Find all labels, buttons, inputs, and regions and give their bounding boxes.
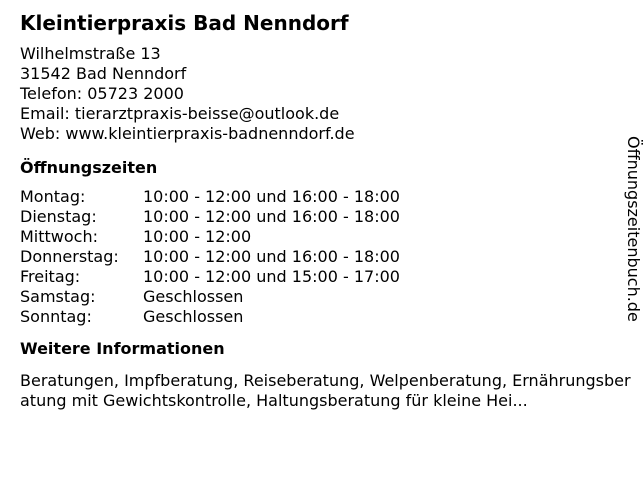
hours-day: Mittwoch:: [20, 227, 98, 246]
practice-name: Kleintierpraxis Bad Nenndorf: [20, 11, 349, 35]
hours-row-thursday: [20, 247, 620, 267]
hours-day: Dienstag:: [20, 207, 97, 226]
hours-time: Geschlossen: [143, 307, 244, 326]
phone-line: Telefon: 05723 2000: [20, 84, 184, 103]
hours-day: Samstag:: [20, 287, 96, 306]
hours-time: 10:00 - 12:00 und 16:00 - 18:00: [143, 207, 400, 226]
further-info-heading: Weitere Informationen: [20, 339, 225, 358]
hours-row-saturday: [20, 287, 620, 307]
watermark-text: Öffnungszeitenbuch.de: [624, 136, 643, 322]
practice-card: [20, 10, 631, 411]
web-line: Web: www.kleintierpraxis-badnenndorf.de: [20, 124, 355, 143]
hours-time: 10:00 - 12:00: [143, 227, 252, 246]
hours-row-tuesday: [20, 207, 620, 227]
opening-hours-heading: Öffnungszeiten: [20, 158, 158, 177]
street-address: Wilhelmstraße 13: [20, 44, 161, 63]
hours-day: Freitag:: [20, 267, 81, 286]
email-line: Email: tierarztpraxis-beisse@outlook.de: [20, 104, 340, 123]
hours-time: 10:00 - 12:00 und 16:00 - 18:00: [143, 187, 400, 206]
hours-row-monday: [20, 187, 620, 207]
hours-row-wednesday: [20, 227, 620, 247]
opening-hours-table: [20, 187, 620, 327]
hours-time: 10:00 - 12:00 und 15:00 - 17:00: [143, 267, 400, 286]
hours-day: Sonntag:: [20, 307, 92, 326]
hours-day: Montag:: [20, 187, 86, 206]
hours-day: Donnerstag:: [20, 247, 119, 266]
hours-row-friday: [20, 267, 620, 287]
city-address: 31542 Bad Nenndorf: [20, 64, 187, 83]
hours-time: 10:00 - 12:00 und 16:00 - 18:00: [143, 247, 400, 266]
hours-row-sunday: [20, 307, 620, 327]
further-info-text: Beratungen, Impfberatung, Reiseberatung, Welpenberatung, Ernährungsberatung mit Gewichtskontrolle, Haltungsberatung für kleine Hei...: [20, 371, 631, 410]
hours-time: Geschlossen: [143, 287, 244, 306]
